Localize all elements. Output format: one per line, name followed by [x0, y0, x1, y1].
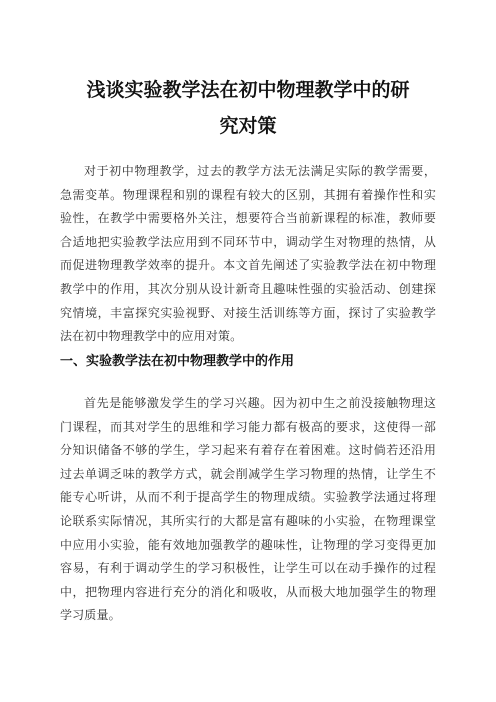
abstract-paragraph: 对于初中物理教学，过去的教学方法无法满足实际的教学需要，急需变革。物理课程和别的课程有较大的区别，其拥有着操作性和实验性，在教学中需要格外关注，想要符合当前新课程的标准，教师要合适地把实验教学法应用到不同环节中，调动学生对物理的热情，从而促进物理教学效率的提升。本文首先阐述了实验教学法在初中物理教学中的作用，其次分别从设计新奇且趣味性强的实验活动、创建探究情境，丰富探究实验视野、对接生活训练等方面，探讨了实验教学法在初中物理教学中的应用对策。: [60, 164, 436, 344]
document-title-line-1: 浅谈实验教学法在初中物理教学中的研: [86, 79, 410, 101]
section-heading: 一、实验教学法在初中物理教学中的作用: [60, 354, 295, 369]
document-title-line-2: 究对策: [219, 115, 277, 137]
section-body-paragraph: 首先是能够激发学生的学习兴趣。因为初中生之前没接触物理这门课程，而其对学生的思维和学习能力都有极高的要求，这使得一部分知识储备不够的学生，学习起来有着存在着困难。这时倘若还沿用过去单调乏味的教学方式，就会削减学生学习物理的热情，让学生不能专心听讲，从而不利于提高学生的物理成绩。实验教学法通过将理论联系实际情况，其所实行的大都是富有趣味的小实验，在物理课堂中应用小实验，能有效地加强教学的趣味性，让物理的学习变得更加容易，有利于调动学生的学习积极性，让学生可以在动手操作的过程中，把物理内容进行充分的消化和吸收，从而极大地加强学生的物理学习质量。: [60, 396, 436, 623]
document-title: [60, 72, 436, 144]
